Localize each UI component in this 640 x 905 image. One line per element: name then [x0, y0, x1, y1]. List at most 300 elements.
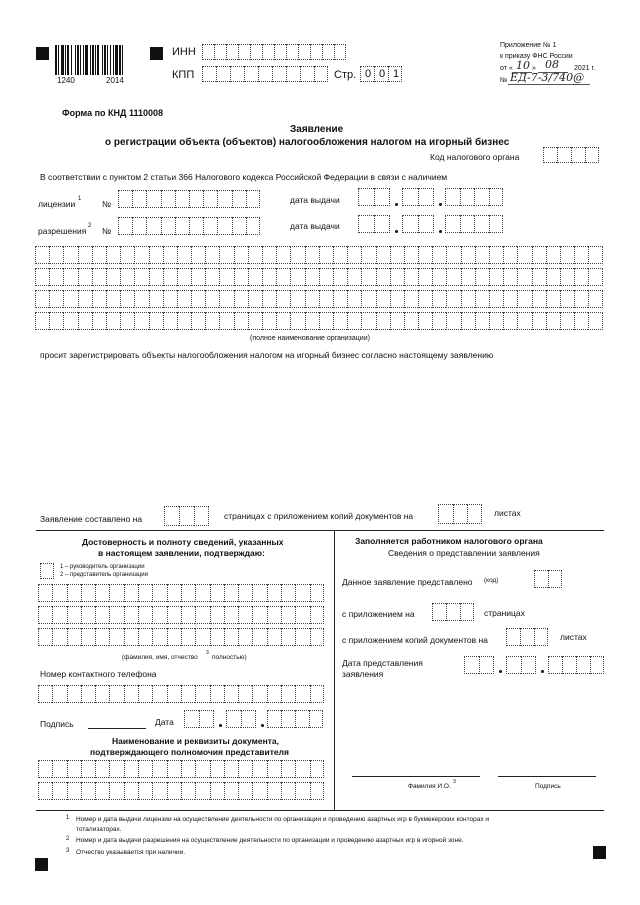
- input-cell[interactable]: [305, 290, 319, 308]
- input-cell[interactable]: [267, 710, 281, 728]
- input-cell[interactable]: [246, 217, 260, 235]
- input-cell[interactable]: [252, 782, 266, 800]
- license-number-field[interactable]: [118, 190, 260, 208]
- submission-month-field[interactable]: [506, 656, 536, 674]
- input-cell[interactable]: [390, 312, 404, 330]
- input-cell[interactable]: [418, 312, 432, 330]
- org-name-row-2[interactable]: [35, 268, 603, 286]
- input-cell[interactable]: [503, 290, 517, 308]
- input-cell[interactable]: [281, 782, 295, 800]
- signature-line[interactable]: [88, 728, 146, 729]
- input-cell[interactable]: [310, 44, 322, 60]
- input-cell[interactable]: [453, 504, 468, 524]
- signer-fio-row-3[interactable]: [38, 628, 324, 646]
- input-cell[interactable]: [205, 290, 219, 308]
- input-cell[interactable]: [574, 268, 588, 286]
- input-cell[interactable]: [347, 268, 361, 286]
- input-cell[interactable]: [149, 268, 163, 286]
- input-cell[interactable]: [560, 290, 574, 308]
- input-cell[interactable]: [376, 268, 390, 286]
- input-cell[interactable]: [562, 656, 576, 674]
- input-cell[interactable]: [167, 760, 181, 778]
- copies-sheets-field[interactable]: [438, 504, 482, 524]
- input-cell[interactable]: [267, 584, 281, 602]
- input-cell[interactable]: [92, 290, 106, 308]
- input-cell[interactable]: [314, 66, 328, 82]
- input-cell[interactable]: [217, 217, 231, 235]
- input-cell[interactable]: [191, 268, 205, 286]
- input-cell[interactable]: [446, 268, 460, 286]
- input-cell[interactable]: [224, 628, 238, 646]
- input-cell[interactable]: [333, 268, 347, 286]
- input-cell[interactable]: [124, 782, 138, 800]
- input-cell[interactable]: [81, 782, 95, 800]
- input-cell[interactable]: [138, 782, 152, 800]
- input-cell[interactable]: [195, 584, 209, 602]
- permit-number-field[interactable]: [118, 217, 260, 235]
- input-cell[interactable]: [120, 290, 134, 308]
- input-cell[interactable]: [195, 606, 209, 624]
- input-cell[interactable]: [588, 312, 602, 330]
- input-cell[interactable]: [163, 290, 177, 308]
- input-cell[interactable]: [376, 246, 390, 264]
- input-cell[interactable]: [588, 290, 602, 308]
- input-cell[interactable]: [479, 656, 494, 674]
- input-cell[interactable]: [167, 782, 181, 800]
- input-cell[interactable]: [124, 628, 138, 646]
- permit-day-field[interactable]: [358, 215, 390, 233]
- input-cell[interactable]: [588, 268, 602, 286]
- input-cell[interactable]: [152, 760, 166, 778]
- submission-year-field[interactable]: [548, 656, 604, 674]
- input-cell[interactable]: [543, 147, 557, 163]
- input-cell[interactable]: [184, 710, 199, 728]
- input-cell[interactable]: [134, 246, 148, 264]
- input-cell[interactable]: [560, 268, 574, 286]
- input-cell[interactable]: [475, 268, 489, 286]
- input-cell[interactable]: [489, 290, 503, 308]
- input-cell[interactable]: [474, 188, 489, 206]
- input-cell[interactable]: [167, 584, 181, 602]
- input-cell[interactable]: [258, 66, 272, 82]
- input-cell[interactable]: [267, 782, 281, 800]
- input-cell[interactable]: [290, 312, 304, 330]
- input-cell[interactable]: [574, 312, 588, 330]
- input-cell[interactable]: [286, 66, 300, 82]
- input-cell[interactable]: [210, 685, 224, 703]
- input-cell[interactable]: [571, 147, 585, 163]
- input-cell[interactable]: [281, 606, 295, 624]
- input-cell[interactable]: [546, 246, 560, 264]
- input-cell[interactable]: [167, 628, 181, 646]
- input-cell[interactable]: [118, 190, 132, 208]
- input-cell[interactable]: [374, 215, 390, 233]
- input-cell[interactable]: [118, 217, 132, 235]
- input-cell[interactable]: [177, 290, 191, 308]
- input-cell[interactable]: [138, 606, 152, 624]
- input-cell[interactable]: [281, 685, 295, 703]
- input-cell[interactable]: [474, 215, 489, 233]
- input-cell[interactable]: [138, 685, 152, 703]
- input-cell[interactable]: [124, 685, 138, 703]
- input-cell[interactable]: [517, 312, 531, 330]
- input-cell[interactable]: [49, 312, 63, 330]
- input-cell[interactable]: [81, 628, 95, 646]
- doc-row-1[interactable]: [38, 760, 324, 778]
- input-cell[interactable]: [286, 44, 298, 60]
- input-cell[interactable]: [35, 246, 49, 264]
- input-cell[interactable]: [281, 760, 295, 778]
- input-cell[interactable]: [163, 246, 177, 264]
- input-cell[interactable]: [532, 312, 546, 330]
- input-cell[interactable]: [521, 656, 536, 674]
- input-cell[interactable]: [238, 782, 252, 800]
- input-cell[interactable]: [262, 312, 276, 330]
- input-cell[interactable]: [120, 312, 134, 330]
- input-cell[interactable]: [38, 584, 52, 602]
- input-cell[interactable]: [95, 628, 109, 646]
- input-cell[interactable]: [78, 246, 92, 264]
- input-cell[interactable]: [267, 685, 281, 703]
- composed-pages-field[interactable]: [164, 506, 209, 526]
- input-cell[interactable]: [252, 760, 266, 778]
- input-cell[interactable]: [124, 606, 138, 624]
- input-cell[interactable]: [217, 190, 231, 208]
- input-cell[interactable]: [305, 246, 319, 264]
- input-cell[interactable]: [232, 217, 246, 235]
- input-cell[interactable]: [244, 66, 258, 82]
- input-cell[interactable]: [402, 215, 418, 233]
- input-cell[interactable]: [310, 628, 324, 646]
- input-cell[interactable]: [109, 628, 123, 646]
- input-cell[interactable]: [404, 246, 418, 264]
- input-cell[interactable]: [181, 606, 195, 624]
- input-cell[interactable]: [309, 710, 323, 728]
- input-cell[interactable]: [210, 628, 224, 646]
- input-cell[interactable]: [38, 760, 52, 778]
- input-cell[interactable]: [226, 44, 238, 60]
- input-cell[interactable]: [588, 246, 602, 264]
- signer-year-field[interactable]: [267, 710, 323, 728]
- input-cell[interactable]: [120, 246, 134, 264]
- input-cell[interactable]: [191, 246, 205, 264]
- input-cell[interactable]: [418, 290, 432, 308]
- input-cell[interactable]: [281, 584, 295, 602]
- doc-row-2[interactable]: [38, 782, 324, 800]
- input-cell[interactable]: [272, 66, 286, 82]
- input-cell[interactable]: [248, 290, 262, 308]
- input-cell[interactable]: [267, 760, 281, 778]
- input-cell[interactable]: [106, 290, 120, 308]
- input-cell[interactable]: [234, 290, 248, 308]
- input-cell[interactable]: [146, 190, 160, 208]
- input-cell[interactable]: [152, 685, 166, 703]
- input-cell[interactable]: [175, 217, 189, 235]
- input-cell[interactable]: [109, 584, 123, 602]
- input-cell[interactable]: [219, 246, 233, 264]
- input-cell[interactable]: [300, 66, 314, 82]
- submission-code-field[interactable]: [534, 570, 562, 588]
- input-cell[interactable]: [404, 290, 418, 308]
- input-cell[interactable]: [252, 606, 266, 624]
- org-name-row-4[interactable]: [35, 312, 603, 330]
- input-cell[interactable]: [295, 606, 309, 624]
- input-cell[interactable]: [210, 584, 224, 602]
- license-day-field[interactable]: [358, 188, 390, 206]
- input-cell[interactable]: [109, 606, 123, 624]
- input-cell[interactable]: [238, 760, 252, 778]
- input-cell[interactable]: [267, 628, 281, 646]
- signer-fio-row-1[interactable]: [38, 584, 324, 602]
- input-cell[interactable]: [376, 290, 390, 308]
- input-cell[interactable]: [189, 217, 203, 235]
- input-cell[interactable]: [95, 584, 109, 602]
- signer-month-field[interactable]: [226, 710, 256, 728]
- input-cell[interactable]: [38, 685, 52, 703]
- input-cell[interactable]: [361, 290, 375, 308]
- permit-month-field[interactable]: [402, 215, 434, 233]
- input-cell[interactable]: [219, 268, 233, 286]
- input-cell[interactable]: [574, 246, 588, 264]
- input-cell[interactable]: [418, 268, 432, 286]
- input-cell[interactable]: [78, 268, 92, 286]
- input-cell[interactable]: [203, 190, 217, 208]
- input-cell[interactable]: [262, 290, 276, 308]
- input-cell[interactable]: [506, 628, 520, 646]
- input-cell[interactable]: [177, 312, 191, 330]
- input-cell[interactable]: [276, 268, 290, 286]
- input-cell[interactable]: [281, 628, 295, 646]
- input-cell[interactable]: [310, 782, 324, 800]
- input-cell[interactable]: [276, 312, 290, 330]
- input-cell[interactable]: [489, 312, 503, 330]
- input-cell[interactable]: [191, 290, 205, 308]
- input-cell[interactable]: [347, 290, 361, 308]
- input-cell[interactable]: [464, 656, 479, 674]
- input-cell[interactable]: [163, 312, 177, 330]
- input-cell[interactable]: [35, 268, 49, 286]
- input-cell[interactable]: [390, 290, 404, 308]
- input-cell[interactable]: [189, 190, 203, 208]
- input-cell[interactable]: [38, 606, 52, 624]
- input-cell[interactable]: [226, 710, 241, 728]
- input-cell[interactable]: [310, 760, 324, 778]
- input-cell[interactable]: [179, 506, 194, 526]
- input-cell[interactable]: [295, 628, 309, 646]
- input-cell[interactable]: [546, 290, 560, 308]
- license-year-field[interactable]: [445, 188, 503, 206]
- input-cell[interactable]: [404, 312, 418, 330]
- input-cell[interactable]: [460, 188, 475, 206]
- input-cell[interactable]: [262, 268, 276, 286]
- input-cell[interactable]: [181, 584, 195, 602]
- input-cell[interactable]: [404, 268, 418, 286]
- input-cell[interactable]: [446, 603, 460, 621]
- input-cell[interactable]: [177, 268, 191, 286]
- input-cell[interactable]: [63, 246, 77, 264]
- input-cell[interactable]: [475, 312, 489, 330]
- input-cell[interactable]: [63, 312, 77, 330]
- input-cell[interactable]: [219, 312, 233, 330]
- input-cell[interactable]: [230, 66, 244, 82]
- input-cell[interactable]: [461, 268, 475, 286]
- input-cell[interactable]: [238, 685, 252, 703]
- input-cell[interactable]: [319, 290, 333, 308]
- submission-day-field[interactable]: [464, 656, 494, 674]
- input-cell[interactable]: [248, 246, 262, 264]
- input-cell[interactable]: [52, 606, 66, 624]
- input-cell[interactable]: [191, 312, 205, 330]
- input-cell[interactable]: [152, 606, 166, 624]
- input-cell[interactable]: [475, 290, 489, 308]
- input-cell[interactable]: [322, 44, 334, 60]
- input-cell[interactable]: [195, 628, 209, 646]
- input-cell[interactable]: [361, 312, 375, 330]
- input-cell[interactable]: [219, 290, 233, 308]
- input-cell[interactable]: [432, 312, 446, 330]
- input-cell[interactable]: [467, 504, 482, 524]
- input-cell[interactable]: [438, 504, 453, 524]
- input-cell[interactable]: [149, 290, 163, 308]
- officer-fio-line[interactable]: [352, 776, 480, 777]
- input-cell[interactable]: [390, 268, 404, 286]
- input-cell[interactable]: [149, 312, 163, 330]
- input-cell[interactable]: [181, 685, 195, 703]
- input-cell[interactable]: [138, 628, 152, 646]
- kpp-field[interactable]: [202, 66, 328, 82]
- input-cell[interactable]: [52, 782, 66, 800]
- input-cell[interactable]: [445, 215, 460, 233]
- input-cell[interactable]: [109, 685, 123, 703]
- input-cell[interactable]: [161, 217, 175, 235]
- input-cell[interactable]: [390, 246, 404, 264]
- input-cell[interactable]: [49, 268, 63, 286]
- input-cell[interactable]: [163, 268, 177, 286]
- input-cell[interactable]: [49, 246, 63, 264]
- input-cell[interactable]: [124, 760, 138, 778]
- input-cell[interactable]: [250, 44, 262, 60]
- input-cell[interactable]: [333, 246, 347, 264]
- input-cell[interactable]: [164, 506, 179, 526]
- input-cell[interactable]: [181, 628, 195, 646]
- input-cell[interactable]: [347, 246, 361, 264]
- input-cell[interactable]: [175, 190, 189, 208]
- input-cell[interactable]: [81, 584, 95, 602]
- input-cell[interactable]: [241, 710, 256, 728]
- input-cell[interactable]: [503, 312, 517, 330]
- input-cell[interactable]: [310, 685, 324, 703]
- input-cell[interactable]: [276, 290, 290, 308]
- input-cell[interactable]: [167, 606, 181, 624]
- input-cell[interactable]: [248, 268, 262, 286]
- input-cell[interactable]: [181, 782, 195, 800]
- input-cell[interactable]: [305, 268, 319, 286]
- input-cell[interactable]: [152, 584, 166, 602]
- input-cell[interactable]: [560, 312, 574, 330]
- input-cell[interactable]: [347, 312, 361, 330]
- input-cell[interactable]: [489, 268, 503, 286]
- phone-row-1[interactable]: [38, 685, 324, 703]
- input-cell[interactable]: [489, 215, 504, 233]
- input-cell[interactable]: [161, 190, 175, 208]
- input-cell[interactable]: [520, 628, 534, 646]
- input-cell[interactable]: [560, 246, 574, 264]
- input-cell[interactable]: [92, 312, 106, 330]
- input-cell[interactable]: [432, 246, 446, 264]
- input-cell[interactable]: [92, 268, 106, 286]
- input-cell[interactable]: [194, 506, 209, 526]
- input-cell[interactable]: [295, 584, 309, 602]
- input-cell[interactable]: [290, 246, 304, 264]
- input-cell[interactable]: [224, 782, 238, 800]
- input-cell[interactable]: [585, 147, 599, 163]
- input-cell[interactable]: [460, 215, 475, 233]
- input-cell[interactable]: [489, 246, 503, 264]
- input-cell[interactable]: [177, 246, 191, 264]
- inn-field[interactable]: [202, 44, 346, 60]
- input-cell[interactable]: [234, 246, 248, 264]
- input-cell[interactable]: [238, 44, 250, 60]
- input-cell[interactable]: [461, 246, 475, 264]
- input-cell[interactable]: [445, 188, 460, 206]
- input-cell[interactable]: [267, 606, 281, 624]
- input-cell[interactable]: [418, 215, 434, 233]
- input-cell[interactable]: [95, 782, 109, 800]
- attach-pages-field[interactable]: [432, 603, 474, 621]
- input-cell[interactable]: [224, 760, 238, 778]
- input-cell[interactable]: [361, 246, 375, 264]
- input-cell[interactable]: [305, 312, 319, 330]
- input-cell[interactable]: [52, 628, 66, 646]
- input-cell[interactable]: [232, 190, 246, 208]
- input-cell[interactable]: [134, 268, 148, 286]
- input-cell[interactable]: [432, 603, 446, 621]
- permit-year-field[interactable]: [445, 215, 503, 233]
- input-cell[interactable]: [67, 628, 81, 646]
- input-cell[interactable]: [295, 782, 309, 800]
- input-cell[interactable]: [67, 782, 81, 800]
- input-cell[interactable]: [461, 312, 475, 330]
- input-cell[interactable]: [138, 584, 152, 602]
- input-cell[interactable]: [246, 190, 260, 208]
- org-name-row-1[interactable]: [35, 246, 603, 264]
- input-cell[interactable]: [517, 246, 531, 264]
- input-cell[interactable]: [517, 268, 531, 286]
- input-cell[interactable]: [95, 760, 109, 778]
- input-cell[interactable]: [35, 312, 49, 330]
- input-cell[interactable]: [167, 685, 181, 703]
- org-name-row-3[interactable]: [35, 290, 603, 308]
- input-cell[interactable]: [134, 290, 148, 308]
- input-cell[interactable]: [40, 563, 54, 579]
- input-cell[interactable]: [590, 656, 604, 674]
- input-cell[interactable]: [446, 290, 460, 308]
- input-cell[interactable]: [202, 66, 216, 82]
- input-cell[interactable]: [276, 246, 290, 264]
- input-cell[interactable]: [152, 628, 166, 646]
- tax-code-field[interactable]: [543, 147, 599, 163]
- input-cell[interactable]: [67, 760, 81, 778]
- input-cell[interactable]: [461, 290, 475, 308]
- input-cell[interactable]: [376, 312, 390, 330]
- input-cell[interactable]: [361, 268, 375, 286]
- input-cell[interactable]: [234, 312, 248, 330]
- input-cell[interactable]: [210, 760, 224, 778]
- input-cell[interactable]: [548, 570, 562, 588]
- input-cell[interactable]: [106, 312, 120, 330]
- input-cell[interactable]: [274, 44, 286, 60]
- input-cell[interactable]: [95, 606, 109, 624]
